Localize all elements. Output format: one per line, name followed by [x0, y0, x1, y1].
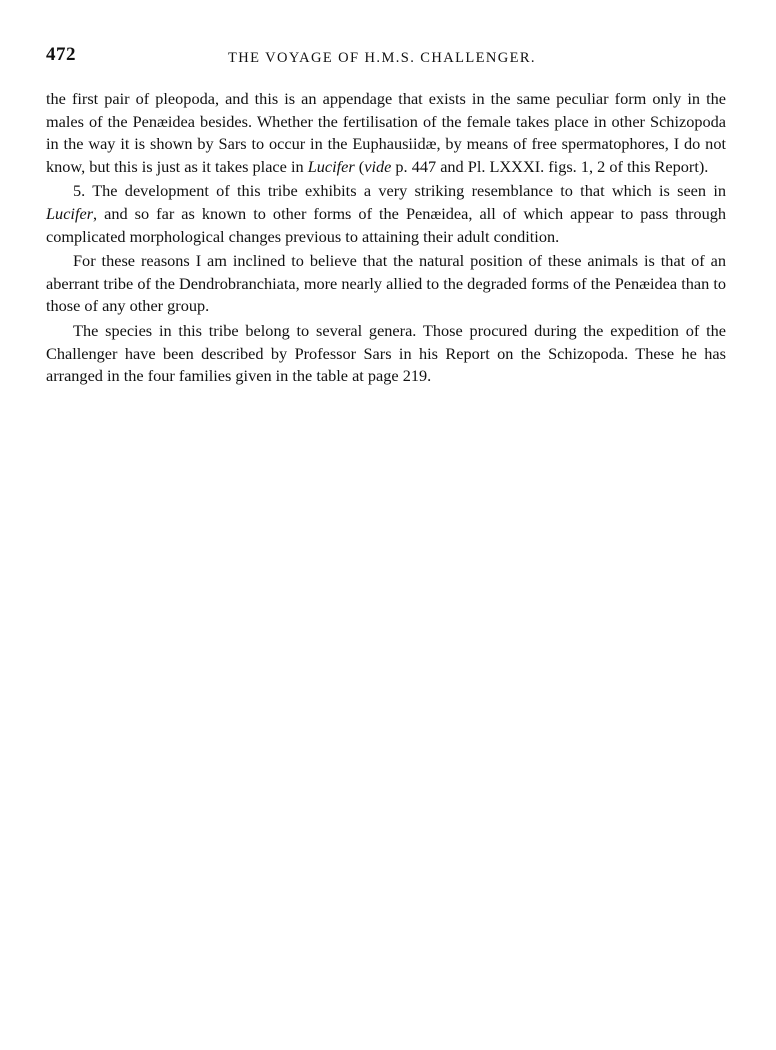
paragraph-text: p. 447 and Pl. LXXXI. figs. 1, 2 of this Report). [391, 156, 709, 176]
italic-term-lucifer: Lucifer [307, 156, 355, 176]
paragraph-species: The species in this tribe belong to several genera. Those procured during the expedition of the Challenger have been described by Professor Sars in his Report on the Schizopoda. These he has arranged in the four families given in the table at page 219. [46, 320, 726, 386]
running-head [46, 44, 726, 70]
paragraph-text: the first pair of pleopoda, and this is an appendage that exists in the same peculiar form only in the males of the Penæidea besides. Whether the fertilisation of the female takes place in other Schizopoda in the way it is shown by Sars to occur in the Euphausiidæ, by means of free spermatophores, I do not know, but this is just as it takes place in [46, 89, 726, 176]
italic-term-lucifer: Lucifer [46, 203, 94, 223]
paragraph-continuation [46, 88, 726, 178]
italic-term-vide: vide [364, 156, 392, 176]
paragraph-text: 5. The development of this tribe exhibits a very striking resemblance to that which is seen in [73, 181, 726, 201]
running-title: THE VOYAGE OF H.M.S. CHALLENGER. [228, 50, 536, 66]
paragraph-text: ( [354, 156, 365, 176]
page-number: 472 [46, 44, 76, 65]
paragraph-point-5 [46, 180, 726, 248]
body-text [46, 88, 726, 388]
paragraph-text: , and so far as known to other forms of the Penæidea, all of which appear to pass through complicated morphological changes previous to attaining their adult condition. [46, 203, 726, 246]
paragraph-conclusion: For these reasons I am inclined to believe that the natural position of these animals is that of an aberrant tribe of the Dendrobranchiata, more nearly allied to the degraded forms of the Penæidea than to those of any other group. [46, 251, 726, 316]
